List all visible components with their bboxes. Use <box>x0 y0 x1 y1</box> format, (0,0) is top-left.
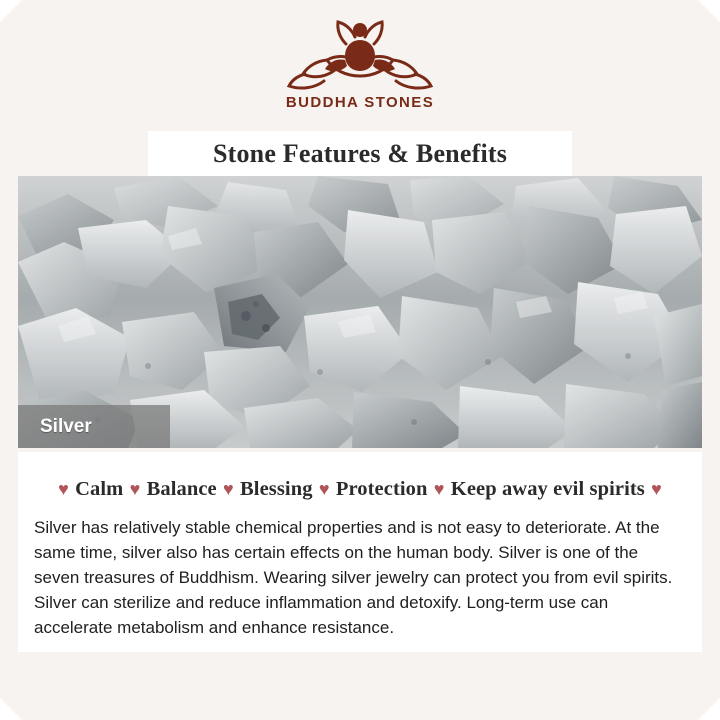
brand-header <box>0 14 720 124</box>
brand-name: BUDDHA STONES <box>285 94 435 111</box>
heart-icon: ♥ <box>58 479 69 499</box>
corner-notch-bottom-right <box>698 698 720 720</box>
lotus-meditation-icon <box>285 14 435 92</box>
stone-description: Silver has relatively stable chemical properties and is not easy to deteriorate. At the same time, silver also has certain effects on the human body. Silver is one of the seven treasures of Buddhism. Wearing silver jewelry can protect you from evil spirits. Silver can sterilize and reduce inflammation and detoxify. Long-term use can accelerate metabolism and enhance resistance. <box>34 518 673 637</box>
benefit-keywords: ♥ Calm ♥ Balance ♥ Blessing ♥ Protection ♥ Keep away evil spirits ♥ <box>58 478 662 500</box>
heart-icon: ♥ <box>433 479 445 499</box>
corner-notch-top-left <box>0 0 22 22</box>
heart-icon: ♥ <box>651 479 662 499</box>
corner-notch-top-right <box>698 0 720 22</box>
heart-icon: ♥ <box>222 479 234 499</box>
stone-name-badge <box>18 405 170 448</box>
corner-notch-bottom-left <box>0 698 22 720</box>
heart-icon: ♥ <box>318 479 330 499</box>
section-title-band <box>148 131 572 176</box>
stone-name-text: Silver <box>40 415 92 437</box>
page-title: Stone Features & Benefits <box>212 138 508 168</box>
heart-icon: ♥ <box>129 479 141 499</box>
benefits-panel <box>18 452 702 652</box>
